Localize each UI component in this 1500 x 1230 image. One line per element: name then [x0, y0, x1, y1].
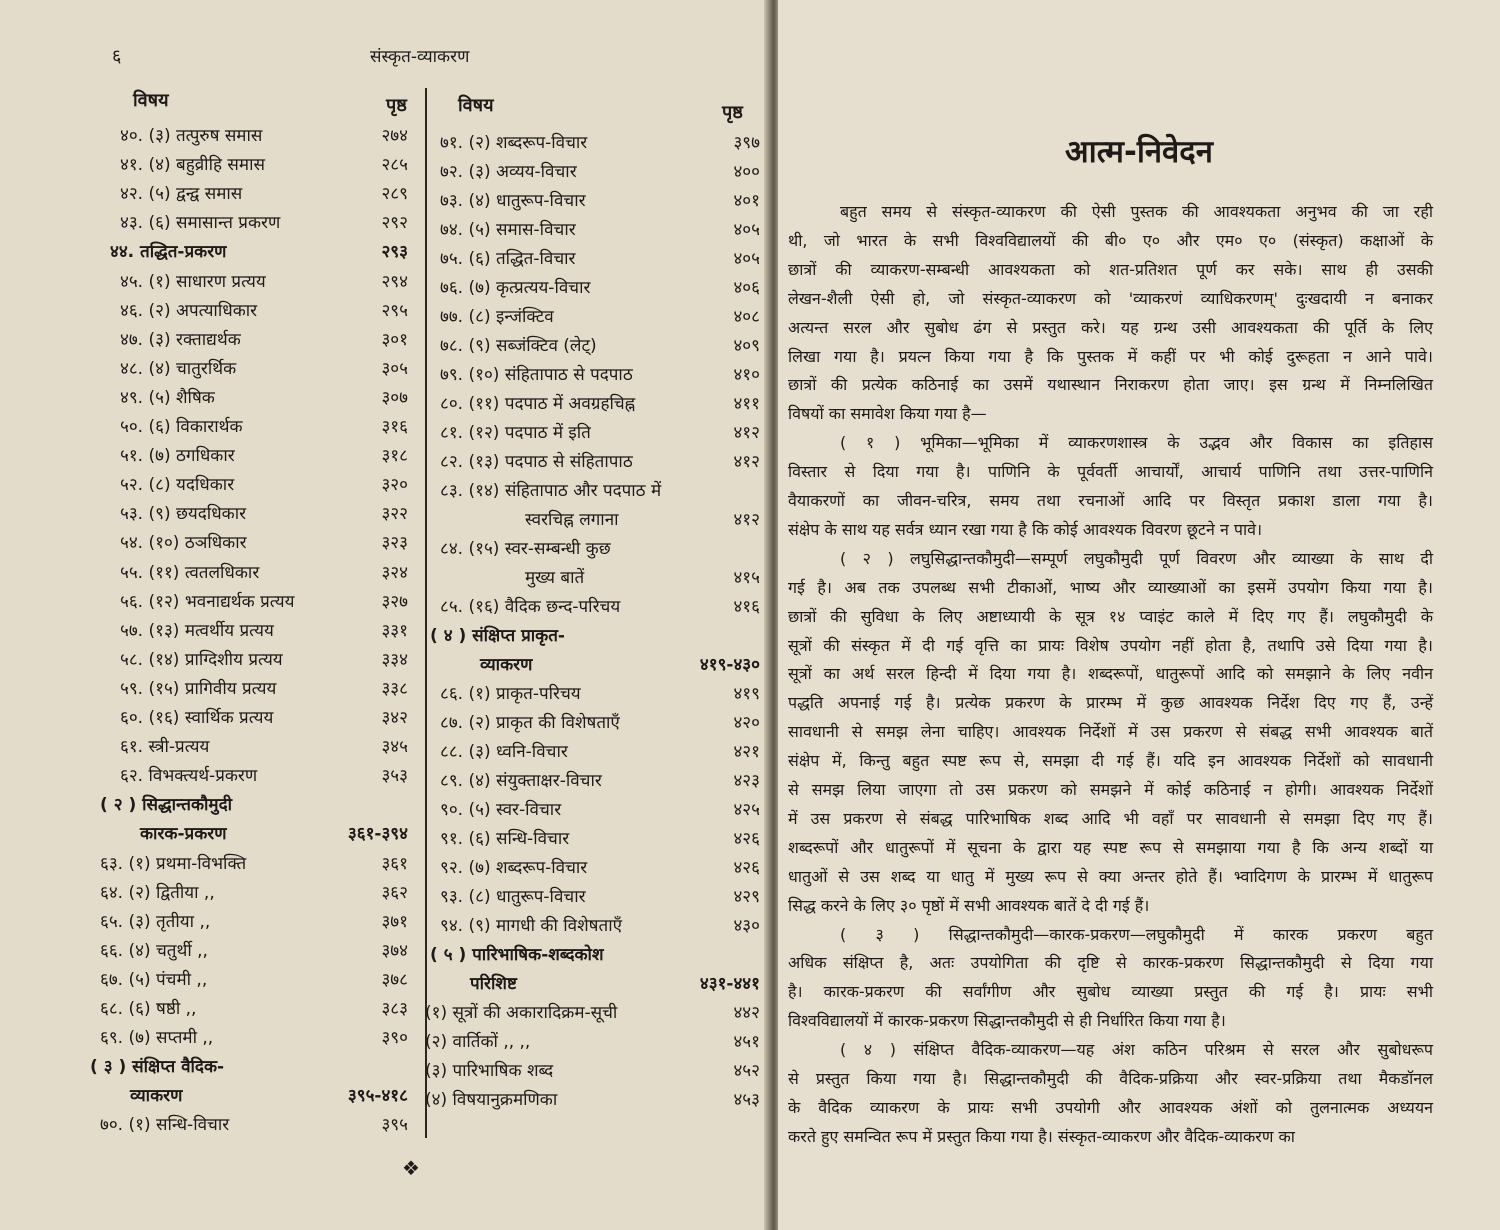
toc-row — [120, 500, 408, 528]
toc-entry-page: ३५३ — [381, 766, 408, 787]
toc-row — [120, 297, 408, 325]
preface-line: है। कारक-प्रकरण की सर्वांगीण और सुबोध व्याख्या प्रस्तुत की गई है। प्रायः सभी — [788, 982, 1433, 1002]
col2-subject-heading: विषय — [458, 95, 494, 116]
toc-row — [430, 941, 760, 969]
toc-row — [120, 413, 408, 441]
toc-entry-label: ८५. (१६) वैदिक छन्द-परिचय — [440, 597, 621, 617]
toc-entry-page: ३९७ — [733, 133, 760, 153]
toc-entry-page: ४१२ — [733, 510, 760, 530]
toc-entry-label: ५५. (११) त्वतलधिकार — [120, 562, 260, 583]
toc-row — [440, 680, 760, 708]
toc-entry-page: ४३१-४४१ — [699, 974, 760, 994]
col2-page-heading: पृष्ठ — [722, 102, 743, 123]
preface-line: संक्षेप के साथ यह सर्वत्र ध्यान रखा गया है कि कोई आवश्यक विवरण छूटने न पावे। — [788, 519, 1263, 539]
toc-row — [440, 854, 760, 882]
toc-entry-label: ४७. (३) रक्ताद्यर्थक — [120, 329, 241, 350]
toc-row — [100, 995, 408, 1023]
preface-line: धातुओं से उस शब्द या धातु में मुख्य रूप से क्या अन्तर होते हैं। भ्वादिगण के प्रारम्भ में धातुरूप — [788, 866, 1433, 886]
preface-line: पद्धति अपनाई गई है। प्रत्येक प्रकरण के प्रारम्भ में कुछ आवश्यक निर्देश दिए गए हैं, उन्हें — [788, 693, 1433, 713]
toc-row — [110, 238, 408, 266]
toc-entry-label: ५७. (१३) मत्वर्थीय प्रत्यय — [120, 620, 274, 641]
toc-row — [470, 970, 760, 998]
toc-row — [120, 122, 408, 150]
preface-line: गई है। अब तक उपलब्ध सभी टीकाओं, भाष्य और व्याख्याओं का इसमें उपयोग किया गया है। — [788, 577, 1433, 597]
toc-row — [440, 303, 760, 331]
preface-line: विषयों का समावेश किया गया है— — [788, 404, 987, 424]
toc-row — [100, 908, 408, 936]
page-number: ६ — [112, 46, 122, 67]
toc-entry-label: ५२. (८) यदधिकार — [120, 475, 235, 496]
toc-row — [525, 564, 760, 592]
toc-entry-label: ९४. (९) मागधी की विशेषताएँ — [440, 916, 622, 936]
toc-entry-label: ७०. (१) सन्धि-विचार — [100, 1115, 230, 1136]
toc-row — [440, 361, 760, 389]
toc-row — [120, 529, 408, 557]
toc-row — [120, 180, 408, 208]
toc-entry-label: ७७. (८) इन्जंक्टिव — [440, 307, 554, 327]
toc-entry-page: ३३८ — [381, 678, 408, 699]
toc-entry-label: (४) विषयानुक्रमणिका — [425, 1090, 558, 1110]
toc-entry-page: ३४५ — [381, 737, 408, 758]
toc-row — [120, 559, 408, 587]
toc-entry-label: ८४. (१५) स्वर-सम्बन्धी कुछ — [440, 539, 611, 559]
toc-entry-label: ४०. (३) तत्पुरुष समास — [120, 126, 263, 146]
toc-row — [525, 506, 760, 534]
toc-entry-page: २७४ — [381, 126, 408, 146]
toc-row — [440, 187, 760, 215]
preface-line: से प्रस्तुत किया गया है। सिद्धान्तकौमुदी की वैदिक-प्रक्रिया और स्वर-प्रक्रिया तथा मैकडॉनल — [788, 1069, 1433, 1088]
toc-entry-label: ६३. (१) प्रथमा-विभक्ति — [100, 853, 247, 874]
toc-entry-label: ४४. तद्धित-प्रकरण — [110, 242, 227, 263]
running-head: संस्कृत-व्याकरण — [370, 47, 470, 67]
toc-entry-label: ५९. (१५) प्रागिवीय प्रत्यय — [120, 678, 277, 699]
toc-entry-page: ४०६ — [733, 278, 760, 298]
toc-entry-label: ७८. (९) सब्जंक्टिव (लेट्) — [440, 336, 597, 356]
toc-entry-label: ९१. (६) सन्धि-विचार — [440, 829, 570, 849]
preface-line: करते हुए समन्वित रूप में प्रस्तुत किया गया है। संस्कृत-व्याकरण और वैदिक-व्याकरण का — [788, 1126, 1295, 1146]
toc-row — [120, 209, 408, 237]
toc-row — [120, 588, 408, 616]
toc-entry-page: ३६१ — [381, 853, 408, 874]
preface-line: शब्दरूपों और धातुरूपों में सूचना के द्वारा यह स्पष्ट रूप से समझाया गया है कि अन्य शब्दों या — [788, 837, 1433, 857]
toc-row — [440, 332, 760, 360]
toc-entry-page: ३२४ — [381, 562, 408, 583]
toc-row — [100, 966, 408, 994]
toc-entry-label: ( ५ ) पारिभाषिक-शब्दकोश — [430, 945, 604, 965]
toc-entry-page: ४२९ — [733, 887, 760, 907]
toc-row — [440, 535, 760, 563]
toc-row — [120, 675, 408, 703]
toc-entry-label: ६६. (४) चतुर्थी ,, — [100, 940, 208, 961]
toc-entry-label: ४९. (५) शैषिक — [120, 387, 215, 408]
right-page — [778, 0, 1500, 1230]
toc-entry-label: (३) पारिभाषिक शब्द — [425, 1061, 554, 1081]
toc-entry-label: ८९. (४) संयुक्ताक्षर-विचार — [440, 771, 602, 791]
toc-entry-label: परिशिष्ट — [470, 974, 517, 994]
toc-row — [480, 651, 760, 679]
toc-entry-label: ७३. (४) धातुरूप-विचार — [440, 191, 586, 211]
toc-row — [120, 384, 408, 412]
toc-entry-label: ८८. (३) ध्वनि-विचार — [440, 742, 568, 762]
toc-entry-label: ( २ ) सिद्धान्तकौमुदी — [100, 795, 232, 816]
toc-entry-page: ४२५ — [733, 800, 760, 820]
toc-entry-label: ७४. (५) समास-विचार — [440, 220, 576, 240]
toc-entry-label: ८६. (१) प्राकृत-परिचय — [440, 684, 581, 704]
toc-entry-label: ६०. (१६) स्वार्थिक प्रत्यय — [120, 708, 274, 728]
toc-entry-label: ४२. (५) द्वन्द्व समास — [120, 184, 243, 205]
toc-entry-label: ५१. (७) ठगधिकार — [120, 446, 235, 467]
preface-line: संक्षेप में, किन्तु बहुत स्पष्ट रूप से, समझा दी गई हैं। यदि इन आवश्यक निर्देशों को सावधानी — [788, 751, 1433, 771]
toc-entry-page: ३१८ — [381, 446, 408, 467]
preface-line: विस्तार से दिया गया है। पाणिनि के पूर्ववर्ती आचार्यों, आचार्य पाणिनि तथा उत्तर-पाणिनि — [788, 462, 1433, 482]
toc-row — [425, 1086, 760, 1114]
toc-row — [440, 825, 760, 853]
preface-line: से समझ लिया जाएगा तो उस प्रकरण को समझने में कोई कठिनाई न होगी। आवश्यक निर्देशों — [788, 780, 1433, 799]
col1-page-heading: पृष्ठ — [386, 95, 407, 116]
toc-row — [120, 151, 408, 179]
toc-row — [440, 129, 760, 157]
toc-row — [100, 1024, 408, 1052]
toc-row — [130, 1082, 408, 1110]
toc-entry-label: ६४. (२) द्वितीया ,, — [100, 882, 215, 903]
toc-entry-label: ५६. (१२) भवनाद्यर्थक प्रत्यय — [120, 591, 295, 612]
col1-subject-heading: विषय — [133, 90, 169, 111]
toc-entry-label: (१) सूत्रों की अकारादिक्रम-सूची — [425, 1003, 618, 1023]
toc-row — [425, 1028, 760, 1056]
toc-entry-label: ८०. (११) पदपाठ में अवग्रहचिह्न — [440, 394, 636, 414]
toc-entry-label: ४६. (२) अपत्याधिकार — [120, 300, 258, 321]
preface-line: छात्रों की व्याकरण-सम्बन्धी आवश्यकता को शत-प्रतिशत पूर्ण कर सके। साथ ही उसकी — [788, 259, 1433, 279]
toc-row — [440, 245, 760, 273]
toc-entry-label: ८२. (१३) पदपाठ से संहितापाठ — [440, 452, 633, 472]
preface-line: में उस प्रकरण से संबद्ध पारिभाषिक शब्द आदि भी वहाँ पर सावधानी से समझा दिए गए हैं। — [788, 808, 1433, 828]
toc-row — [100, 850, 408, 878]
toc-entry-label: ( ३ ) संक्षिप्त वैदिक- — [90, 1057, 225, 1078]
toc-entry-page: ४५२ — [733, 1061, 760, 1081]
toc-entry-page: २९३ — [381, 242, 408, 263]
toc-entry-page: २९५ — [381, 300, 408, 321]
toc-entry-label: ६९. (७) सप्तमी ,, — [100, 1028, 214, 1049]
toc-entry-label: कारक-प्रकरण — [140, 824, 227, 845]
toc-entry-page: ४५३ — [733, 1090, 760, 1110]
toc-entry-label: ७१. (२) शब्दरूप-विचार — [440, 133, 588, 153]
column-divider — [425, 88, 427, 1138]
toc-entry-page: २८५ — [381, 155, 408, 176]
toc-row — [120, 268, 408, 296]
toc-row — [120, 355, 408, 383]
toc-entry-page: ४०५ — [733, 220, 760, 240]
toc-row — [440, 477, 760, 505]
toc-entry-page: ३६२ — [381, 882, 408, 903]
toc-row — [120, 326, 408, 354]
toc-entry-page: ३९० — [381, 1028, 408, 1049]
toc-entry-page: ३७४ — [381, 940, 408, 961]
preface-line: सिद्ध करने के लिए ३० पृष्ठों में सभी आवश्यक बातें दे दी गई हैं। — [788, 895, 1150, 915]
toc-entry-page: ४५१ — [733, 1032, 760, 1052]
toc-entry-page: ४२६ — [733, 858, 760, 878]
toc-row — [440, 738, 760, 766]
toc-entry-label: ६१. स्त्री-प्रत्यय — [120, 737, 210, 758]
toc-row — [120, 704, 408, 732]
toc-entry-page: ४१२ — [733, 452, 760, 472]
toc-entry-page: २८९ — [381, 184, 408, 205]
toc-entry-page: २९४ — [381, 271, 408, 292]
toc-entry-label: व्याकरण — [480, 655, 533, 675]
toc-entry-page: ४०५ — [733, 249, 760, 269]
toc-row — [440, 390, 760, 418]
toc-entry-label: ७२. (३) अव्यय-विचार — [440, 162, 577, 182]
preface-line: लिखा गया है। प्रयत्न किया गया है कि पुस्तक में कहीं पर भी कोई दुरूहता न आने पावे। — [788, 346, 1433, 366]
toc-entry-page: ३३४ — [381, 649, 408, 670]
toc-entry-page: ३३१ — [381, 620, 408, 641]
preface-line: छात्रों की प्रत्येक कठिनाई का उसमें यथास्थान निराकरण होता जाए। इस ग्रन्थ में निम्नलिखित — [788, 375, 1433, 395]
toc-row — [120, 733, 408, 761]
toc-entry-label: ( ४ ) संक्षिप्त प्राकृत- — [430, 626, 565, 646]
toc-entry-page: ४१९ — [733, 684, 760, 704]
toc-entry-label: ९०. (५) स्वर-विचार — [440, 800, 562, 820]
toc-row — [440, 709, 760, 737]
toc-entry-label: ९२. (७) शब्दरूप-विचार — [440, 858, 588, 878]
toc-entry-page: ४२१ — [733, 742, 760, 762]
toc-entry-label: ६८. (६) षष्ठी ,, — [100, 999, 197, 1019]
toc-entry-page: ३७१ — [381, 911, 408, 932]
toc-row — [120, 442, 408, 470]
toc-entry-page: ४१९-४३० — [699, 655, 760, 675]
toc-row — [140, 820, 408, 848]
toc-row — [440, 448, 760, 476]
preface-line: थी, जो भारत के सभी विश्वविद्यालयों की बी० ए० और एम० ए० (संस्कृत) कक्षाओं के — [788, 230, 1433, 250]
toc-entry-label: ५३. (९) छयदधिकार — [120, 504, 247, 525]
preface-line: ( २ ) लघुसिद्धान्तकौमुदी—सम्पूर्ण लघुकौमुदी पूर्ण विवरण और व्याख्या के साथ दी — [840, 548, 1433, 568]
toc-entry-label: ४१. (४) बहुव्रीहि समास — [120, 155, 265, 176]
toc-row — [90, 1053, 408, 1081]
toc-entry-label: ८३. (१४) संहितापाठ और पदपाठ में — [440, 481, 662, 501]
toc-entry-page: ४१५ — [733, 568, 760, 588]
toc-entry-page: ३०७ — [381, 387, 408, 408]
preface-line: ( ४ ) संक्षिप्त वैदिक-व्याकरण—यह अंश कठिन परिश्रम से सरल और सुबोधरूप — [840, 1040, 1433, 1060]
toc-entry-page: ४३० — [733, 916, 760, 936]
toc-entry-label: ४५. (१) साधारण प्रत्यय — [120, 271, 266, 292]
toc-entry-label: ५४. (१०) ठञधिकार — [120, 533, 247, 554]
preface-line: अधिक संक्षिप्त है, अतः उपयोगिता की दृष्टि से कारक-प्रकरण सिद्धान्तकौमुदी से दिया गया — [788, 953, 1433, 973]
toc-entry-page: ४१६ — [733, 597, 760, 617]
toc-row — [120, 471, 408, 499]
toc-entry-page: ४१२ — [733, 423, 760, 443]
toc-row — [440, 883, 760, 911]
toc-entry-page: ४१० — [733, 365, 760, 385]
toc-entry-page: ४२३ — [733, 771, 760, 791]
toc-entry-label: मुख्य बातें — [525, 568, 585, 588]
toc-row — [440, 158, 760, 186]
toc-entry-page: ३४२ — [381, 708, 408, 728]
toc-entry-page: ३९५-४१८ — [347, 1086, 408, 1107]
toc-entry-page: ४४२ — [733, 1003, 760, 1023]
ornament: ❖ — [402, 1156, 420, 1180]
toc-entry-page: ३८३ — [381, 999, 408, 1019]
toc-entry-page: ४२६ — [733, 829, 760, 849]
toc-row — [425, 1057, 760, 1085]
toc-entry-page: ४०१ — [733, 191, 760, 211]
toc-entry-label: ८७. (२) प्राकृत की विशेषताएँ — [440, 713, 620, 733]
toc-entry-page: ३२२ — [381, 504, 408, 525]
toc-entry-label: ६५. (३) तृतीया ,, — [100, 911, 211, 932]
toc-entry-page: ३९५ — [381, 1115, 408, 1136]
preface-line: सावधानी से समझ लेना चाहिए। आवश्यक निर्देशों में उस प्रकरण से संबद्ध सभी आवश्यक बातें — [788, 722, 1433, 742]
toc-entry-label: ४३. (६) समासान्त प्रकरण — [120, 213, 281, 234]
toc-entry-label: ९३. (८) धातुरूप-विचार — [440, 887, 586, 907]
toc-entry-page: ३२७ — [381, 591, 408, 612]
toc-entry-label: ७५. (६) तद्धित-विचार — [440, 249, 576, 269]
preface-line: छात्रों की सुविधा के लिए अष्टाध्यायी के सूत्र १४ प्वाइंट काले में दिए गए हैं। लघुकौमुदी के — [788, 606, 1433, 626]
preface-line: विश्वविद्यालयों में कारक-प्रकरण सिद्धान्तकौमुदी से ही निर्धारित किया गया है। — [788, 1011, 1226, 1031]
toc-row — [440, 796, 760, 824]
toc-entry-page: ४११ — [733, 394, 760, 414]
toc-row — [425, 999, 760, 1027]
toc-entry-page: २९२ — [381, 213, 408, 234]
toc-entry-label: ५८. (१४) प्राग्दिशीय प्रत्यय — [120, 649, 283, 670]
preface-line: वैयाकरणों का जीवन-चरित्र, समय तथा रचनाओं आदि पर विस्तृत प्रकाश डाला गया है। — [788, 491, 1433, 510]
toc-entry-label: ६२. विभक्त्यर्थ-प्रकरण — [120, 766, 258, 787]
preface-line: सूत्रों की संस्कृत में दी गई वृत्ति का प्रायः विशेष उपयोग नहीं होता है, तथापि उसे दिया गया है। — [788, 635, 1433, 655]
toc-row — [120, 762, 408, 790]
toc-entry-page: ३२३ — [381, 533, 408, 554]
toc-row — [120, 646, 408, 674]
preface-line: अत्यन्त सरल और सुबोध ढंग से प्रस्तुत करे। यह ग्रन्थ उसी आवश्यकता की पूर्ति के लिए — [788, 317, 1433, 337]
toc-row — [440, 274, 760, 302]
toc-entry-page: ३०१ — [381, 329, 408, 350]
preface-line: के वैदिक व्याकरण के प्रायः सभी उपयोगी और आवश्यक अंशों को तुलनात्मक अध्ययन — [788, 1097, 1433, 1117]
toc-row — [430, 622, 760, 650]
preface-line: ( १ ) भूमिका—भूमिका में व्याकरणशास्त्र के उद्भव और विकास का इतिहास — [840, 433, 1433, 453]
toc-row — [440, 912, 760, 940]
toc-row — [100, 1111, 408, 1139]
toc-row — [440, 419, 760, 447]
toc-row — [440, 767, 760, 795]
toc-entry-label: ६७. (५) पंचमी ,, — [100, 969, 208, 990]
toc-row — [440, 593, 760, 621]
toc-entry-page: ३६१-३९४ — [347, 824, 408, 845]
toc-entry-page: ३१६ — [381, 417, 408, 437]
toc-entry-label: व्याकरण — [130, 1086, 183, 1107]
toc-entry-label: स्वरचिह्न लगाना — [525, 510, 619, 530]
toc-entry-page: ४०९ — [733, 336, 760, 356]
toc-entry-label: ४८. (४) चातुरर्थिक — [120, 358, 237, 379]
toc-entry-label: ७९. (१०) संहितापाठ से पदपाठ — [440, 365, 633, 385]
toc-entry-label: (२) वार्तिकों ,, ,, — [425, 1032, 531, 1052]
toc-entry-label: ८१. (१२) पदपाठ में इति — [440, 423, 591, 443]
preface-line: लेखन-शैली ऐसी हो, जो संस्कृत-व्याकरण को 'व्याकरणं व्याधिकरणम्' दुःखदायी न बनाकर — [788, 288, 1433, 308]
toc-row — [120, 617, 408, 645]
toc-row — [440, 216, 760, 244]
toc-row — [100, 791, 408, 819]
toc-row — [100, 879, 408, 907]
toc-entry-label: ५०. (६) विकारार्थक — [120, 417, 243, 437]
toc-entry-page: ४२० — [733, 713, 760, 733]
toc-entry-page: ४०८ — [733, 307, 760, 327]
preface-line: बहुत समय से संस्कृत-व्याकरण की ऐसी पुस्तक की आवश्यकता अनुभव की जा रही — [840, 202, 1433, 221]
preface-line: सूत्रों का अर्थ सरल हिन्दी में दिया गया है। शब्दरूपों, धातुरूपों आदि को समझाने के लिए नवीन — [788, 664, 1433, 684]
toc-entry-page: ४०० — [733, 162, 760, 182]
toc-entry-page: ३७८ — [381, 969, 408, 990]
toc-entry-label: ७६. (७) कृत्प्रत्यय-विचार — [440, 278, 591, 298]
toc-entry-page: ३०५ — [381, 358, 408, 379]
preface-line: ( ३ ) सिद्धान्तकौमुदी—कारक-प्रकरण—लघुकौमुदी में कारक प्रकरण बहुत — [840, 924, 1433, 944]
toc-entry-page: ३२० — [381, 475, 408, 496]
toc-row — [100, 937, 408, 965]
preface-title: आत्म-निवेदन — [1065, 134, 1213, 170]
